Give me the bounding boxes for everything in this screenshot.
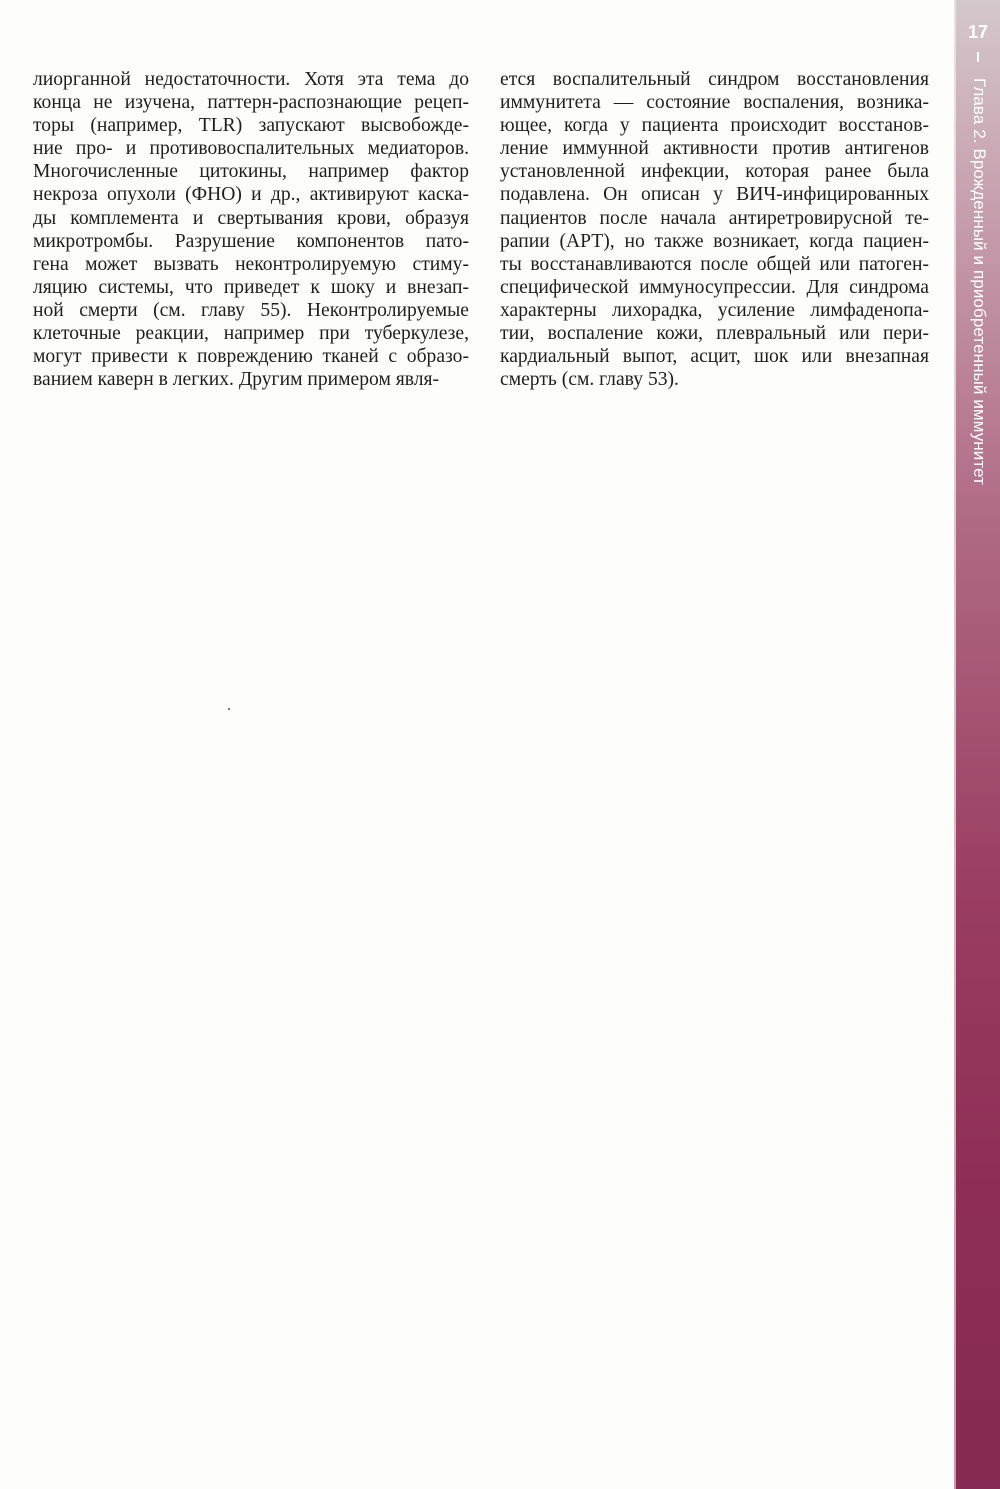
text-line: гена может вызвать неконтролируемую стиму- [33, 253, 469, 275]
text-line: клеточные реакции, например при туберкулезе, [33, 323, 469, 345]
page-number-tick [977, 52, 979, 62]
text-line: ванием каверн в легких. Другим примером явля- [33, 369, 440, 391]
text-line: иммунитета — состояние воспаления, возника- [500, 92, 929, 114]
text-line: ты восстанавливаются после общей или патоген- [500, 253, 929, 275]
text-line: некроза опухоли (ФНО) и др., активируют каска- [33, 184, 469, 206]
text-line: ющее, когда у пациента происходит восстанов- [500, 115, 929, 137]
text-line: Многочисленные цитокины, например фактор [33, 161, 469, 183]
text-line: конца не изучена, паттерн-распознающие рецеп- [33, 92, 469, 114]
text-line: ется воспалительный синдром восстановления [500, 69, 929, 90]
text-line: специфической иммуносупрессии. Для синдрома [500, 276, 929, 298]
text-line: ной смерти (см. главу 55). Неконтролируемые [33, 299, 469, 321]
text-line: тии, воспаление кожи, плевральный или пери- [500, 323, 929, 345]
text-line: могут привести к повреждению тканей с образо- [33, 346, 469, 368]
text-line: торы (например, TLR) запускают высвобожде- [33, 115, 469, 137]
text-line: лиорганной недостаточности. Хотя эта тема до [33, 69, 469, 90]
text-line: ды комплемента и свертывания крови, образуя [33, 207, 469, 229]
text-line: установленной инфекции, которая ранее была [500, 161, 929, 183]
text-line: кардиальный выпот, асцит, шок или внезапная [500, 346, 929, 368]
text-line: характерны лихорадка, усиление лимфаденопа- [500, 299, 929, 321]
text-line: подавлена. Он описан у ВИЧ-инфицированных [500, 184, 929, 206]
running-chapter-title: Глава 2. Врожденный и приобретенный иммунитет [970, 78, 989, 485]
text-line: микротромбы. Разрушение компонентов пато- [33, 230, 469, 252]
text-line: смерть (см. главу 53). [500, 369, 679, 391]
text-line: ление иммунной активности против антигенов [500, 138, 929, 160]
right-text-column [500, 68, 929, 391]
text-line: ние про- и противовоспалительных медиаторов. [33, 138, 469, 160]
print-speck [228, 708, 230, 710]
text-line: пациентов после начала антиретровирусной те- [500, 207, 929, 229]
page-number: 17 [967, 22, 989, 42]
left-text-column [33, 68, 469, 391]
text-line: рапии (АРТ), но также возникает, когда пациен- [500, 230, 929, 252]
text-line: ляцию системы, что приведет к шоку и внезап- [33, 276, 469, 298]
chapter-side-band [956, 0, 1000, 1489]
